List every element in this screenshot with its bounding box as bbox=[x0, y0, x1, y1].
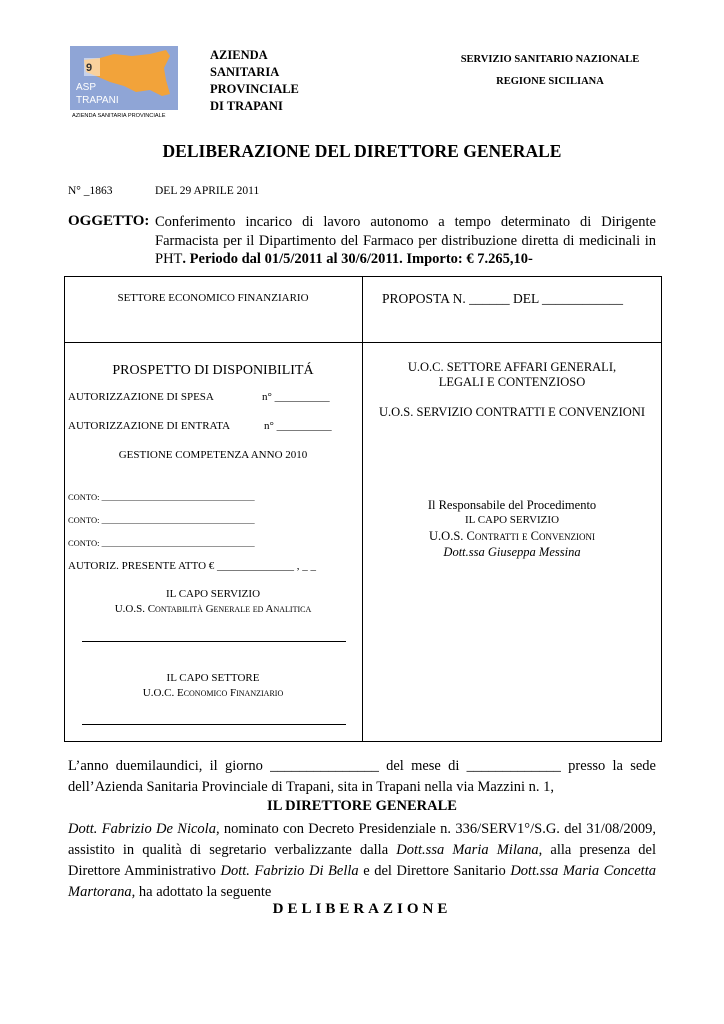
asp-logo bbox=[70, 46, 178, 118]
sicily-map-icon bbox=[70, 46, 178, 118]
svg-text:ASP: ASP bbox=[76, 82, 97, 93]
conto-line-1: CONTO: ____________________________________ bbox=[68, 492, 255, 502]
paragraph-intro: L’anno duemilaundici, il giorno _______________ del mese di _____________ presso la sede dell’Azienda Sanitaria Provinciale di Trapani, sita in Trapani nella via Mazzini n. 1, bbox=[68, 758, 656, 795]
delibera-date: DEL 29 APRILE 2011 bbox=[155, 185, 260, 197]
gestione-label: GESTIONE COMPETENZA ANNO 2010 bbox=[118, 449, 308, 461]
ente-header bbox=[436, 49, 664, 93]
uos-contratti-label: U.O.S. SERVIZIO CONTRATTI E CONVENZIONI bbox=[379, 405, 645, 419]
uos-contabilita-label: U.O.S. Contabilità Generale ed Analitica bbox=[114, 603, 312, 615]
svg-text:AZIENDA SANITARIA PROVINCIALE: AZIENDA SANITARIA PROVINCIALE bbox=[72, 113, 166, 118]
box-divider-horizontal bbox=[64, 342, 662, 343]
settore-label: SETTORE ECONOMICO FINANZIARIO bbox=[117, 292, 309, 304]
aut-spesa-label: AUTORIZZAZIONE DI SPESA bbox=[68, 391, 214, 403]
aut-spesa-number: n° __________ bbox=[262, 391, 330, 403]
signature-line-1 bbox=[82, 641, 346, 642]
deliberazione-heading: DELIBERAZIONE bbox=[272, 901, 452, 917]
paragraph-direttore: Dott. Fabrizio De Nicola, nominato con Decreto Presidenziale n. 336/SERV1°/S.G. del 31/08/2009, assistito in qualità di segretario verbalizzante dalla Dott.ssa Maria Milana, alla presenza del Direttore Amministrativo Dott. Fabrizio Di Bella e del Direttore Sanitario Dott.ssa Maria Concetta Martorana, ha adottato la seguente bbox=[68, 821, 656, 900]
responsabile-procedimento: Il Responsabile del Procedimento bbox=[427, 498, 597, 512]
regione-label: REGIONE SICILIANA bbox=[496, 76, 604, 87]
signature-line-2 bbox=[82, 724, 346, 725]
capo-servizio-label: IL CAPO SERVIZIO bbox=[165, 588, 261, 600]
uos-contratti-sc: U.O.S. Contratti e Convenzioni bbox=[429, 529, 595, 543]
prospetto-title: PROSPETTO DI DISPONIBILITÁ bbox=[112, 363, 314, 378]
conto-line-3: CONTO: ____________________________________ bbox=[68, 538, 255, 548]
proposta-field: PROPOSTA N. ______ DEL ____________ bbox=[382, 291, 624, 306]
ssn-label: SERVIZIO SANITARIO NAZIONALE bbox=[460, 54, 640, 65]
oggetto-text: Conferimento incarico di lavoro autonomo a tempo determinato di Dirigente Farmacista per il Dipartimento del Farmaco per distribuzione diretta di medicinali in PHT. Periodo dal 01/5/2011 al 30/6/2011. Importo: € 7.265,10- bbox=[155, 214, 656, 267]
aut-entrata-number: n° __________ bbox=[264, 420, 332, 432]
uoc-affari-line-1: U.O.C. SETTORE AFFARI GENERALI, bbox=[407, 360, 617, 374]
capo-servizio-right: IL CAPO SERVIZIO bbox=[464, 514, 560, 526]
aut-entrata-label: AUTORIZZAZIONE DI ENTRATA bbox=[68, 420, 231, 432]
responsabile-name: Dott.ssa Giuseppa Messina bbox=[443, 545, 581, 559]
svg-text:9: 9 bbox=[86, 62, 93, 74]
azienda-name: AZIENDA SANITARIA PROVINCIALE DI TRAPANI bbox=[210, 48, 299, 113]
conto-line-2: CONTO: ____________________________________ bbox=[68, 515, 255, 525]
uoc-affari-line-2: LEGALI E CONTENZIOSO bbox=[438, 375, 586, 389]
capo-settore-label: IL CAPO SETTORE bbox=[166, 672, 260, 684]
svg-text:TRAPANI: TRAPANI bbox=[76, 95, 119, 106]
oggetto-label: OGGETTO: bbox=[68, 213, 150, 229]
direttore-heading: IL DIRETTORE GENERALE bbox=[267, 798, 457, 814]
autoriz-atto: AUTORIZ. PRESENTE ATTO € ______________ , _ _ bbox=[68, 560, 317, 572]
document-title: DELIBERAZIONE DEL DIRETTORE GENERALE bbox=[162, 141, 562, 161]
delibera-number: N° _1863 bbox=[68, 185, 113, 197]
uoc-economico-label: U.O.C. Economico Finanziario bbox=[142, 687, 284, 699]
